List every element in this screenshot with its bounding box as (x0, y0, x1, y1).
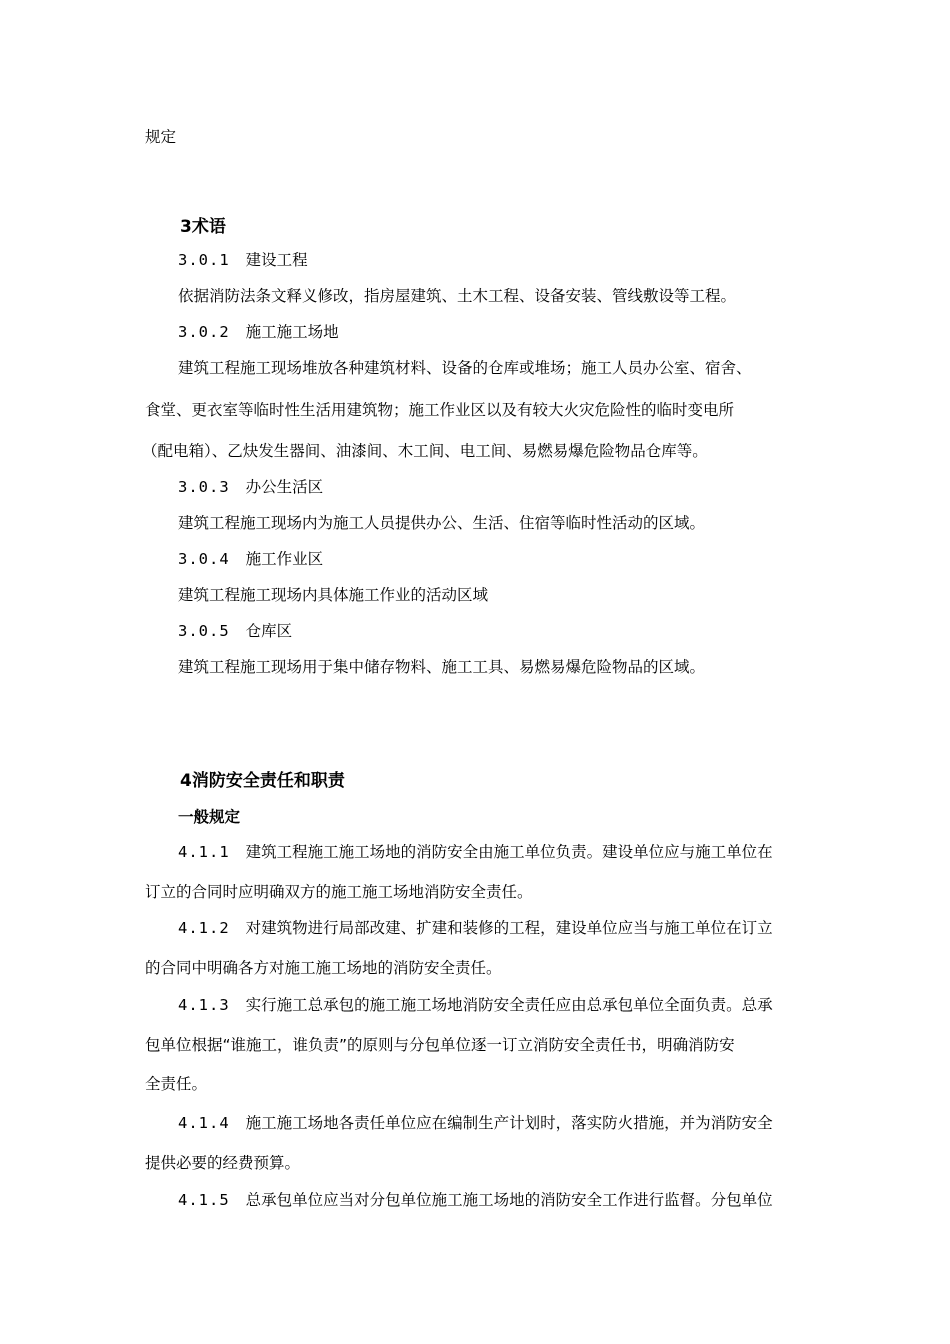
clause-text: 建筑工程施工施工场地的消防安全由施工单位负责。建设单位应与施工单位在 (245, 843, 773, 861)
clause-text-cont: 包单位根据“谁施工，谁负责”的原则与分包单位逐一订立消防安全责任书，明确消防安 (145, 1036, 735, 1054)
term-definition: 建筑工程施工现场内为施工人员提供办公、生活、住宿等临时性活动的区域。 (178, 514, 706, 532)
clause-text-cont: 提供必要的经费预算。 (145, 1154, 301, 1172)
clause-4-1-5 (178, 1190, 773, 1210)
term-title: 施工施工场地 (245, 323, 339, 341)
clause-number: 3.0.3 (178, 478, 230, 496)
clause-number: 3.0.2 (178, 323, 230, 341)
clause-number: 4.1.1 (178, 843, 230, 861)
clause-number: 4.1.4 (178, 1114, 230, 1132)
term-3-0-4 (178, 549, 323, 569)
clause-number: 4.1.3 (178, 996, 230, 1014)
term-definition-cont: 食堂、更衣室等临时性生活用建筑物；施工作业区以及有较大火灾危险性的临时变电所 (145, 401, 735, 419)
term-3-0-5 (178, 621, 292, 641)
section-3-heading: 3术语 (180, 217, 226, 237)
clause-4-1-2 (178, 918, 773, 938)
term-3-0-1 (178, 250, 308, 270)
term-definition: 建筑工程施工现场用于集中储存物料、施工工具、易燃易爆危险物品的区域。 (178, 658, 706, 676)
term-title: 建设工程 (245, 251, 308, 269)
clause-number: 4.1.5 (178, 1191, 230, 1209)
term-title: 办公生活区 (245, 478, 324, 496)
clause-text: 施工施工场地各责任单位应在编制生产计划时，落实防火措施，并为消防安全 (245, 1114, 773, 1132)
clause-number: 4.1.2 (178, 919, 230, 937)
clause-text-cont: 全责任。 (145, 1075, 208, 1093)
clause-number: 3.0.1 (178, 251, 230, 269)
term-3-0-3 (178, 477, 323, 497)
section-4-heading: 4消防安全责任和职责 (180, 771, 345, 791)
clause-4-1-1 (178, 842, 773, 862)
clause-text: 实行施工总承包的施工施工场地消防安全责任应由总承包单位全面负责。总承 (245, 996, 773, 1014)
clause-text-cont: 的合同中明确各方对施工施工场地的消防安全责任。 (145, 959, 502, 977)
clause-number: 3.0.5 (178, 622, 230, 640)
term-title: 仓库区 (245, 622, 293, 640)
clause-4-1-4 (178, 1113, 773, 1133)
clause-text: 总承包单位应当对分包单位施工施工场地的消防安全工作进行监督。分包单位 (245, 1191, 773, 1209)
term-definition: 建筑工程施工现场堆放各种建筑材料、设备的仓库或堆场；施工人员办公室、宿舍、 (178, 359, 752, 377)
term-definition: 依据消防法条文释义修改，指房屋建筑、土木工程、设备安装、管线敷设等工程。 (178, 287, 737, 305)
clause-text: 对建筑物进行局部改建、扩建和装修的工程，建设单位应当与施工单位在订立 (245, 919, 773, 937)
clause-text-cont: 订立的合同时应明确双方的施工施工场地消防安全责任。 (145, 883, 533, 901)
clause-number: 3.0.4 (178, 550, 230, 568)
term-definition: 建筑工程施工现场内具体施工作业的活动区域 (178, 586, 489, 604)
term-3-0-2 (178, 322, 339, 342)
term-definition-cont: （配电箱）、乙炔发生器间、油漆间、木工间、电工间、易燃易爆危险物品仓库等。 (142, 442, 708, 460)
section-4-subheading: 一般规定 (178, 808, 241, 826)
clause-4-1-3 (178, 995, 773, 1015)
top-fragment: 规定 (145, 128, 177, 146)
term-title: 施工作业区 (245, 550, 324, 568)
